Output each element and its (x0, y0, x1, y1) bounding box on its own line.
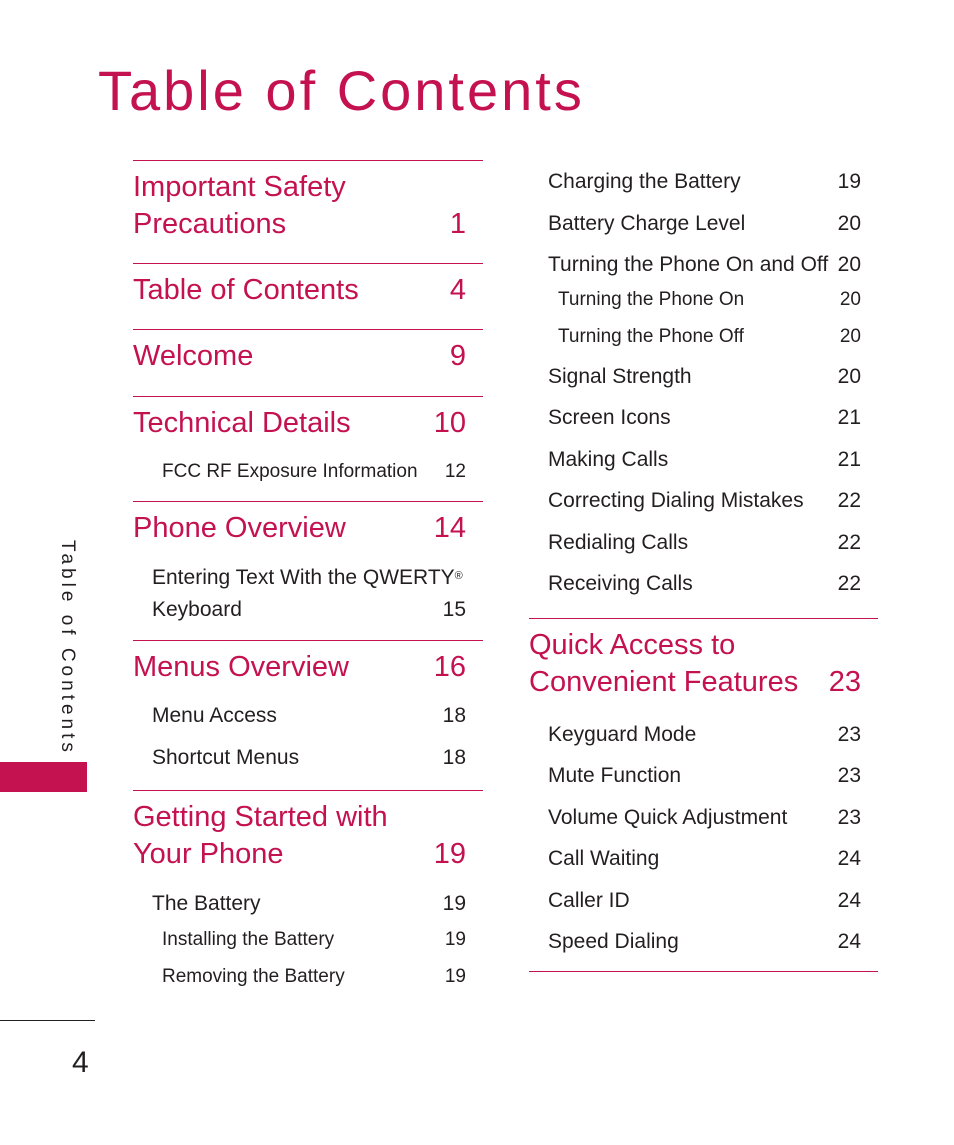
side-tab-label: Table of Contents (57, 540, 78, 756)
toc-entry[interactable] (529, 843, 878, 875)
toc-entry[interactable] (529, 719, 878, 751)
entry-label: Speed Dialing (548, 930, 679, 953)
section-title: Quick Access to Convenient Features (529, 629, 799, 698)
toc-section-getting-started[interactable] (133, 790, 483, 1001)
section-title: Welcome (133, 340, 254, 372)
section-title: Phone Overview (133, 512, 346, 544)
toc-entry[interactable] (133, 700, 483, 732)
entry-label: Redialing Calls (548, 531, 689, 554)
toc-entry[interactable] (529, 802, 878, 834)
toc-section-phone-overview[interactable] (133, 501, 483, 640)
entry-page: 20 (839, 289, 861, 310)
toc-entry[interactable] (529, 527, 878, 559)
entry-page: 15 (442, 598, 466, 621)
entry-label: FCC RF Exposure Information (162, 461, 418, 482)
entry-page: 22 (837, 489, 861, 512)
section-page: 1 (449, 208, 466, 240)
entry-page: 22 (837, 531, 861, 554)
entry-page: 18 (442, 746, 466, 769)
toc-entry[interactable] (529, 444, 878, 476)
toc-entry[interactable] (133, 457, 483, 487)
toc-section-technical-details[interactable] (133, 396, 483, 501)
toc-entry[interactable] (529, 322, 878, 352)
section-page: 23 (828, 666, 861, 698)
entry-page: 20 (839, 326, 861, 347)
toc-entry[interactable] (133, 742, 483, 774)
toc-section-table-of-contents[interactable] (133, 263, 483, 329)
entry-label: Receiving Calls (548, 572, 693, 595)
entry-label: Call Waiting (548, 847, 660, 870)
section-page: 16 (433, 651, 466, 683)
section-title: Table of Contents (133, 274, 359, 306)
section-title: Important Safety Precautions (133, 171, 346, 240)
entry-label: Battery Charge Level (548, 212, 746, 235)
entry-page: 21 (837, 406, 861, 429)
entry-label: Installing the Battery (162, 929, 335, 950)
entry-label: Keyguard Mode (548, 723, 697, 746)
toc-entry[interactable] (529, 485, 878, 517)
section-title: Getting Started with Your Phone (133, 801, 388, 870)
entry-label: Menu Access (152, 704, 277, 727)
toc-entry[interactable] (133, 888, 483, 920)
registered-mark: ® (454, 570, 463, 582)
toc-entry[interactable] (529, 166, 878, 198)
toc-entry[interactable] (529, 568, 878, 600)
toc-entry[interactable] (529, 885, 878, 917)
entry-label: Charging the Battery (548, 170, 741, 193)
section-page: 19 (433, 838, 466, 870)
entry-page: 23 (837, 806, 861, 829)
entry-page: 23 (837, 723, 861, 746)
entry-label: The Battery (152, 892, 261, 915)
entry-label: Shortcut Menus (152, 746, 300, 769)
entry-page: 21 (837, 448, 861, 471)
section-page: 14 (433, 512, 466, 544)
page-title: Table of Contents (98, 59, 585, 122)
toc-entry[interactable] (529, 361, 878, 393)
toc-entry[interactable] (529, 760, 878, 792)
entry-label: Correcting Dialing Mistakes (548, 489, 804, 512)
entry-page: 24 (837, 847, 861, 870)
entry-label: Entering Text With the QWERTY (152, 566, 455, 589)
side-tab-marker (0, 762, 87, 792)
toc-entry[interactable] (529, 926, 878, 958)
toc-right-column (529, 160, 878, 972)
toc-entry[interactable] (133, 962, 483, 992)
toc-entry[interactable] (133, 562, 483, 626)
entry-label: Volume Quick Adjustment (548, 806, 788, 829)
toc-entry[interactable] (529, 402, 878, 434)
entry-label-line2: Keyboard (152, 598, 242, 621)
entry-page: 20 (837, 365, 861, 388)
toc-entry[interactable] (529, 249, 878, 281)
entry-page: 22 (837, 572, 861, 595)
entry-page: 23 (837, 764, 861, 787)
entry-label: Turning the Phone On and Off (548, 253, 829, 276)
toc-entry[interactable] (133, 925, 483, 955)
entry-page: 20 (837, 253, 861, 276)
toc-section-quick-access[interactable] (529, 618, 878, 971)
toc-entry[interactable] (529, 208, 878, 240)
section-page: 10 (433, 407, 466, 439)
entry-page: 20 (837, 212, 861, 235)
section-page: 4 (449, 274, 466, 306)
entry-label: Turning the Phone Off (558, 326, 744, 347)
entry-label: Turning the Phone On (558, 289, 745, 310)
entry-page: 24 (837, 889, 861, 912)
entry-page: 12 (444, 461, 466, 482)
toc-entry[interactable] (529, 285, 878, 315)
entry-label: Screen Icons (548, 406, 671, 429)
entry-page: 18 (442, 704, 466, 727)
entry-page: 19 (444, 929, 466, 950)
section-end-rule (529, 971, 878, 972)
entry-page: 19 (444, 966, 466, 987)
entry-label: Signal Strength (548, 365, 692, 388)
section-title: Technical Details (133, 407, 351, 439)
entry-page: 19 (837, 170, 861, 193)
section-page: 9 (449, 340, 466, 372)
entry-label: Caller ID (548, 889, 630, 912)
section-title: Menus Overview (133, 651, 349, 683)
entry-page: 24 (837, 930, 861, 953)
page-number: 4 (72, 1046, 89, 1079)
footer-rule (0, 1020, 95, 1021)
entry-label: Removing the Battery (162, 966, 345, 987)
entry-page: 19 (442, 892, 466, 915)
toc-left-column (133, 160, 483, 1001)
toc-section-safety[interactable] (133, 160, 483, 263)
entry-label: Mute Function (548, 764, 682, 787)
toc-section-menus-overview[interactable] (133, 640, 483, 790)
toc-section-welcome[interactable] (133, 329, 483, 396)
entry-label: Making Calls (548, 448, 669, 471)
